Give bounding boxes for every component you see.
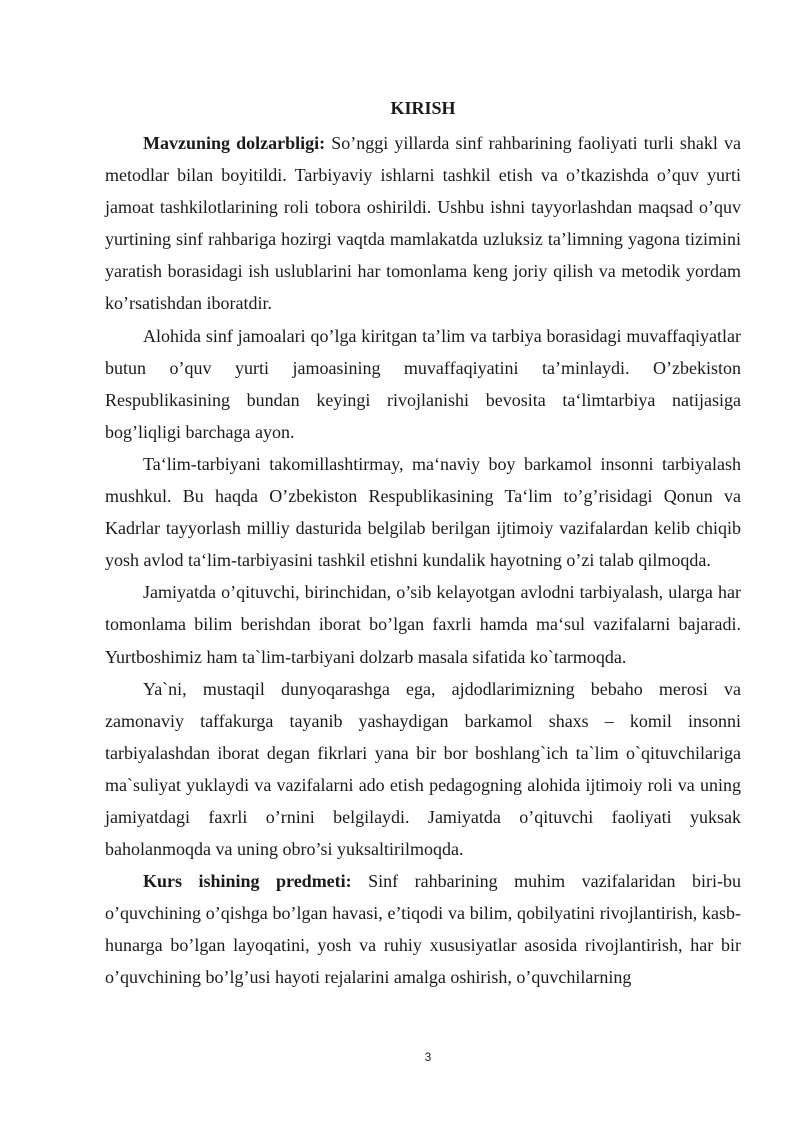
paragraph-text: Alohida sinf jamoalari qo’lga kiritgan ta’lim va tarbiya borasidagi muvaffaqiyatlar butun o’quv yurti jamoasining muvaffaqiyatini ta’minlaydi. O’zbekiston Respublikasining bundan keyingi rivojlanishi bevosita ta‘limtarbiya natijasiga bog’liqligi barchaga ayon. <box>105 325 741 442</box>
paragraph-text: Ta‘lim-tarbiyani takomillashtirmay, ma‘naviy boy barkamol insonni tarbiyalash mushkul. Bu haqda O’zbekiston Respublikasining Ta‘lim to’g’risidagi Qonun va Kadrlar tayyorlash milliy dasturida belgilab berilgan ijtimoiy vazifalardan kelib chiqib yosh avlod ta‘lim-tarbiyasini tashkil etishni kundalik hayotning o’zi talab qilmoqda. <box>105 453 741 571</box>
paragraph-lead: Kurs ishining predmeti: <box>143 871 352 892</box>
paragraph <box>105 576 741 672</box>
paragraph <box>105 320 741 448</box>
body-text <box>105 127 741 994</box>
paragraph-text: Jamiyatda o’qituvchi, birinchidan, o’sib kelayotgan avlodni tarbiyalash, ularga har tomonlama bilim berishdan iborat bo’lgan faxrli hamda ma‘sul vazifalarni bajaradi. Yurtboshimiz ham ta`lim-tarbiyani dolzarb masala sifatida ko`tarmoqda. <box>105 582 741 667</box>
paragraph-text: Ya`ni, mustaqil dunyoqarashga ega, ajdodlarimizning bebaho merosi va zamonaviy taffakurga tayanib yashaydigan barkamol shaxs – komil insonni tarbiyalashdan iborat degan fikrlari yana bir bor boshlang`ich ta`lim o`qituvchilariga ma`suliyat yuklaydi va vazifalarni ado etish pedagogning alohida ijtimoiy roli va uning jamiyatdagi faxrli o’rnini belgilaydi. Jamiyatda o’qituvchi faoliyati yuksak baholanmoqda va uning obro’si yuksaltirilmoqda. <box>105 678 741 860</box>
page-number: 3 <box>424 1050 432 1064</box>
paragraph <box>105 673 741 866</box>
section-heading: KIRISH <box>390 98 456 118</box>
paragraph-text: So’nggi yillarda sinf rahbarining faoliyati turli shakl va metodlar bilan boyitildi. Tarbiyaviy ishlarni tashkil etish va o’tkazishda o’quv yurti jamoat tashkilotlarining roli tobora oshirildi. Ushbu ishni tayyorlashdan maqsad o’quv yurtining sinf rahbariga hozirgi vaqtda mamlakatda uzluksiz ta’limning yagona tizimini yaratish borasidagi ish uslublarini har tomonlama keng joriy qilish va metodik yordam ko’rsatishdan iboratdir. <box>105 133 741 314</box>
paragraph <box>105 448 741 576</box>
paragraph-text: Sinf rahbarining muhim vazifalaridan biri-bu o’quvchining o’qishga bo’lgan havasi, e’tiqodi va bilim, qobilyatini rivojlantirish, kasb-hunarga bo’lgan layoqatini, yosh va ruhiy xususiyatlar asosida rivojlantirish, har bir o’quvchining bo’lg’usi hayoti rejalarini amalga oshirish, o’quvchilarning <box>105 871 741 988</box>
paragraph-lead: Mavzuning dolzarbligi: <box>143 133 326 153</box>
paragraph <box>105 127 741 320</box>
paragraph <box>105 865 741 993</box>
